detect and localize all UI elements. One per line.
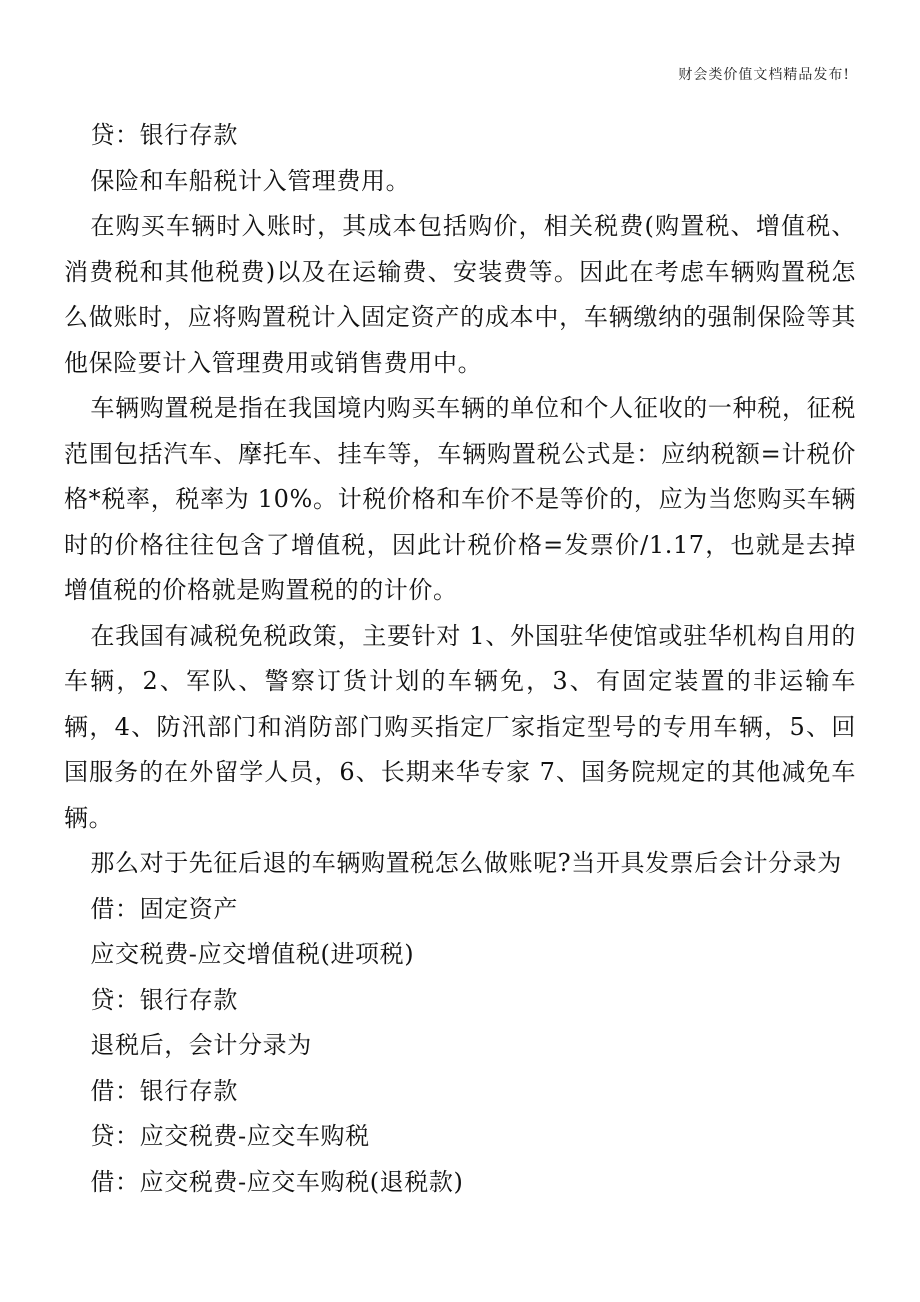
paragraph-purchase-tax-definition: 车辆购置税是指在我国境内购买车辆的单位和个人征收的一种税，征税范围包括汽车、摩托车、挂车等，车辆购置税公式是：应纳税额=计税价格*税率，税率为 10%。计税价格和车价不是等价的，应为当您购买车辆时的价格往往包含了增值税，因此计税价格=发票价/1.17，也就是去掉增值税的价格就是购置税的的计价。 — [64, 394, 856, 604]
paragraph-credit-bank-deposit: 贷：银行存款 — [90, 121, 238, 149]
header-note: 财会类价值文档精品发布! — [678, 67, 850, 83]
paragraph-refund-question: 那么对于先征后退的车辆购置税怎么做账呢?当开具发票后会计分录为 — [90, 849, 842, 877]
entry-credit-purchase-tax: 贷：应交税费-应交车购税 — [90, 1122, 370, 1150]
entry-debit-purchase-tax-refund: 借：应交税费-应交车购税(退税款) — [90, 1167, 464, 1196]
entry-after-refund-heading: 退税后，会计分录为 — [90, 1031, 312, 1059]
entry-vat-input: 应交税费-应交增值税(进项税) — [90, 940, 415, 968]
entry-debit-bank-deposit: 借：银行存款 — [90, 1076, 238, 1105]
paragraph-vehicle-cost: 在购买车辆时入账时，其成本包括购价，相关税费(购置税、增值税、消费税和其他税费)以及在运输费、安装费等。因此在考虑车辆购置税怎么做账时，应将购置税计入固定资产的成本中，车辆缴纳的强制保险等其他保险要计入管理费用或销售费用中。 — [64, 212, 856, 377]
paragraph-insurance-expense: 保险和车船税计入管理费用。 — [90, 166, 411, 195]
entry-credit-bank-deposit: 贷：银行存款 — [90, 985, 238, 1014]
paragraph-tax-exemptions: 在我国有减税免税政策，主要针对 1、外国驻华使馆或驻华机构自用的车辆，2、军队、警察订货计划的车辆免，3、有固定装置的非运输车辆，4、防汛部门和消防部门购买指定厂家指定型号的专用车辆，5、回国服务的在外留学人员，6、长期来华专家 7、国务院规定的其他减免车辆。 — [64, 621, 856, 832]
document-body — [64, 113, 856, 1205]
entry-debit-fixed-assets: 借：固定资产 — [90, 894, 238, 923]
